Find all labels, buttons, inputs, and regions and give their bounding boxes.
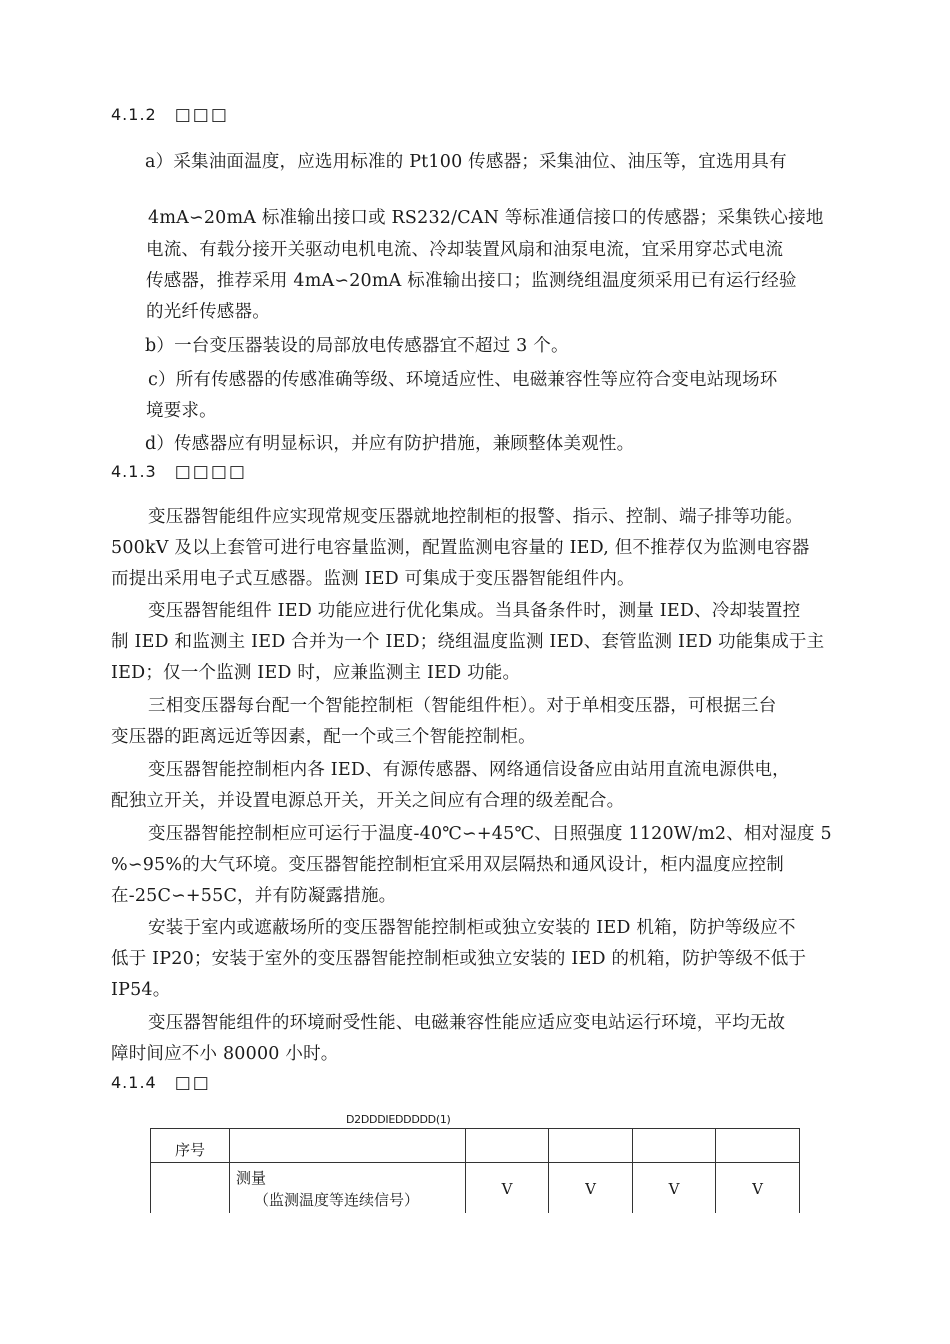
- section-heading-4-1-4: [111, 1073, 211, 1093]
- text-line: 变压器智能组件 IED 功能应进行优化集成。当具备条件时，测量 IED、冷却装置控: [148, 601, 801, 621]
- check-mark-cell: V: [549, 1163, 633, 1216]
- text-line: 变压器智能控制柜应可运行于温度-40℃∽+45℃、日照强度 1120W/m2、相对湿度 5: [148, 824, 832, 844]
- check-mark-cell: V: [633, 1163, 716, 1216]
- table-header-row: [151, 1129, 800, 1163]
- text-line: %∽95%的大气环境。变压器智能控制柜宜采用双层隔热和通风设计，柜内温度应控制: [111, 855, 784, 875]
- text-line: 制 IED 和监测主 IED 合并为一个 IED；绕组温度监测 IED、套管监测 IED 功能集成于主: [111, 632, 825, 652]
- row-desc: （监测温度等连续信号）: [254, 1191, 420, 1209]
- header-cell: [716, 1129, 800, 1163]
- header-no-label: 序号: [174, 1141, 205, 1159]
- text-line: 的光纤传感器。: [146, 302, 270, 322]
- row-name-cell: [230, 1163, 466, 1216]
- text-line: IP54。: [111, 980, 171, 1000]
- text-line: 障时间应不小 80000 小时。: [111, 1044, 339, 1064]
- page-bottom-margin: [0, 1213, 950, 1344]
- section-heading-4-1-3: [111, 462, 247, 482]
- text-line: c）所有传感器的传感准确等级、环境适应性、电磁兼容性等应符合变电站现场环: [148, 370, 778, 390]
- row-name: 测量: [236, 1169, 267, 1187]
- section-title-placeholder: □□□□: [174, 462, 247, 482]
- section-heading-4-1-2: [111, 105, 229, 125]
- text-line: IED；仅一个监测 IED 时，应兼监测主 IED 功能。: [111, 663, 521, 683]
- header-cell: [633, 1129, 716, 1163]
- text-line: 三相变压器每台配一个智能控制柜（智能组件柜）。对于单相变压器，可根据三台: [148, 696, 777, 716]
- check-mark-cell: V: [716, 1163, 800, 1216]
- section-title-placeholder: □□: [174, 1073, 211, 1093]
- header-cell-no: [151, 1129, 230, 1163]
- text-line: 变压器智能控制柜内各 IED、有源传感器、网络通信设备应由站用直流电源供电，: [148, 760, 790, 780]
- table-row: [151, 1163, 800, 1216]
- header-cell: [466, 1129, 549, 1163]
- text-line: a）采集油面温度，应选用标准的 Pt100 传感器；采集油位、油压等，宜选用具有: [145, 152, 787, 172]
- text-line: d）传感器应有明显标识，并应有防护措施，兼顾整体美观性。: [145, 434, 635, 454]
- table-caption: D2DDDIEDDDDD(1): [346, 1113, 451, 1126]
- text-line: 500kV 及以上套管可进行电容量监测，配置监测电容量的 IED, 但不推荐仅为监测电容器: [111, 538, 810, 558]
- text-line: 变压器智能组件的环境耐受性能、电磁兼容性能应适应变电站运行环境，平均无故: [148, 1013, 786, 1033]
- text-line: 传感器，推荐采用 4mA∽20mA 标准输出接口；监测绕组温度须采用已有运行经验: [146, 271, 797, 291]
- text-line: 变压器的距离远近等因素，配一个或三个智能控制柜。: [111, 727, 536, 747]
- row-no-cell: [151, 1163, 230, 1216]
- text-line: b）一台变压器装设的局部放电传感器宜不超过 3 个。: [145, 336, 569, 356]
- text-line: 而提出采用电子式互感器。监测 IED 可集成于变压器智能组件内。: [111, 569, 635, 589]
- section-number: 4.1.2: [111, 105, 157, 124]
- text-line: 低于 IP20；安装于室外的变压器智能控制柜或独立安装的 IED 的机箱，防护等级不低于: [111, 949, 807, 969]
- text-line: 变压器智能组件应实现常规变压器就地控制柜的报警、指示、控制、端子排等功能。: [148, 507, 803, 527]
- check-mark-cell: V: [466, 1163, 549, 1216]
- section-number: 4.1.3: [111, 462, 157, 481]
- text-line: 境要求。: [146, 401, 217, 421]
- text-line: 4mA∽20mA 标准输出接口或 RS232/CAN 等标准通信接口的传感器；采集铁心接地: [148, 208, 824, 228]
- header-cell: [549, 1129, 633, 1163]
- text-line: 配独立开关，并设置电源总开关，开关之间应有合理的级差配合。: [111, 791, 625, 811]
- header-cell: [230, 1129, 466, 1163]
- text-line: 安装于室内或遮蔽场所的变压器智能控制柜或独立安装的 IED 机箱，防护等级应不: [148, 918, 796, 938]
- text-line: 电流、有载分接开关驱动电机电流、冷却装置风扇和油泵电流，宜采用穿芯式电流: [146, 240, 784, 260]
- text-line: 在-25C∽+55C，并有防凝露措施。: [111, 886, 397, 906]
- section-number: 4.1.4: [111, 1073, 157, 1092]
- function-table: [150, 1128, 800, 1216]
- section-title-placeholder: □□□: [174, 105, 229, 125]
